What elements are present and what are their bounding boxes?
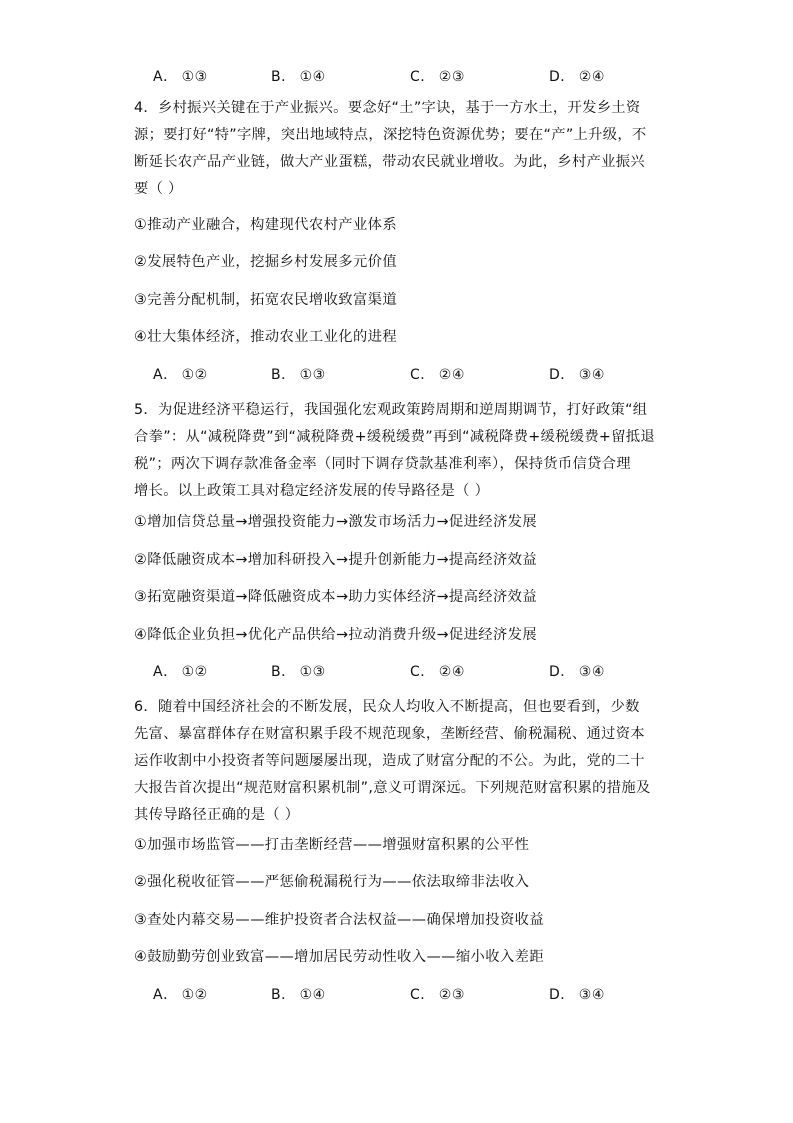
option-b[interactable]: B． ①③	[271, 367, 326, 383]
stem-line: 断延长农产品产业链，做大产业蛋糕，带动农民就业增收。为此，乡村产业振兴	[134, 154, 645, 170]
option-a[interactable]: A． ①②	[153, 367, 208, 383]
option-b[interactable]: B． ①④	[271, 69, 326, 85]
q6-item-2: ②强化税收征管——严惩偷税漏税行为——依法取缔非法收入	[134, 874, 530, 890]
q6-stem	[134, 694, 674, 829]
option-d[interactable]: D． ③④	[549, 367, 605, 383]
stem-line: 合拳”：从“减税降费”到“减税降费+缓税缓费”再到“减税降费+缓税缓费+留抵退	[134, 429, 655, 445]
stem-line: 5．为促进经济平稳运行，我国强化宏观政策跨周期和逆周期调节，打好政策“组	[134, 402, 648, 418]
q5-stem	[134, 397, 674, 505]
option-d[interactable]: D． ③④	[549, 987, 605, 1003]
q6-item-3: ③查处内幕交易——维护投资者合法权益——确保增加投资收益	[134, 912, 545, 928]
option-d[interactable]: D． ③④	[549, 664, 605, 680]
stem-line: 4．乡村振兴关键在于产业振兴。要念好“土”字诀，基于一方水土，开发乡土资	[134, 100, 641, 116]
q4-options	[0, 364, 793, 388]
q6-item-1: ①加强市场监管——打击垄断经营——增强财富积累的公平性	[134, 837, 530, 853]
q5-item-4: ④降低企业负担→优化产品供给→拉动消费升级→促进经济发展	[134, 627, 538, 643]
stem-line: 源；要打好“特”字牌，突出地域特点，深挖特色资源优势；要在“产”上升级，不	[134, 127, 647, 143]
q5-item-3: ③拓宽融资渠道→降低融资成本→助力实体经济→提高经济效益	[134, 589, 538, 605]
q5-options	[0, 661, 793, 685]
stem-line: 增长。以上政策工具对稳定经济发展的传导路径是（ ）	[134, 483, 490, 499]
option-a[interactable]: A． ①②	[153, 664, 208, 680]
q4-item-3: ③完善分配机制，拓宽农民增收致富渠道	[134, 292, 398, 308]
option-c[interactable]: C． ②③	[410, 69, 465, 85]
q4-item-4: ④壮大集体经济，推动农业工业化的进程	[134, 329, 398, 345]
stem-line: 大报告首次提出“规范财富积累机制”,意义可谓深远。下列规范财富积累的措施及	[134, 780, 651, 796]
stem-line: 税”；两次下调存款准备金率（同时下调存贷款基准利率），保持货币信贷合理	[134, 456, 631, 472]
option-d[interactable]: D． ②④	[549, 69, 605, 85]
option-a[interactable]: A． ①②	[153, 987, 208, 1003]
q5-item-1: ①增加信贷总量→增强投资能力→激发市场活力→促进经济发展	[134, 514, 538, 530]
stem-line: 先富、暴富群体存在财富积累手段不规范现象，垄断经营、偷税漏税、通过资本	[134, 726, 645, 742]
stem-line: 6．随着中国经济社会的不断发展，民众人均收入不断提高，但也要看到，少数	[134, 699, 640, 715]
q6-options	[0, 984, 793, 1008]
stem-line: 其传导路径正确的是（ ）	[134, 807, 300, 823]
option-c[interactable]: C． ②④	[410, 367, 465, 383]
q6-item-4: ④鼓励勤劳创业致富——增加居民劳动性收入——缩小收入差距	[134, 949, 545, 965]
option-b[interactable]: B． ①③	[271, 664, 326, 680]
option-c[interactable]: C． ②④	[410, 664, 465, 680]
q4-item-2: ②发展特色产业，挖掘乡村发展多元价值	[134, 254, 398, 270]
option-a[interactable]: A． ①③	[153, 69, 208, 85]
q4-stem	[134, 95, 674, 203]
option-c[interactable]: C． ②③	[410, 987, 465, 1003]
q5-item-2: ②降低融资成本→增加科研投入→提升创新能力→提高经济效益	[134, 552, 538, 568]
stem-line: 要（ ）	[134, 181, 183, 197]
stem-line: 运作收割中小投资者等问题屡屡出现，造成了财富分配的不公。为此，党的二十	[134, 753, 645, 769]
q4-item-1: ①推动产业融合，构建现代农村产业体系	[134, 217, 398, 233]
q3-options	[0, 66, 793, 90]
option-b[interactable]: B． ①④	[271, 987, 326, 1003]
